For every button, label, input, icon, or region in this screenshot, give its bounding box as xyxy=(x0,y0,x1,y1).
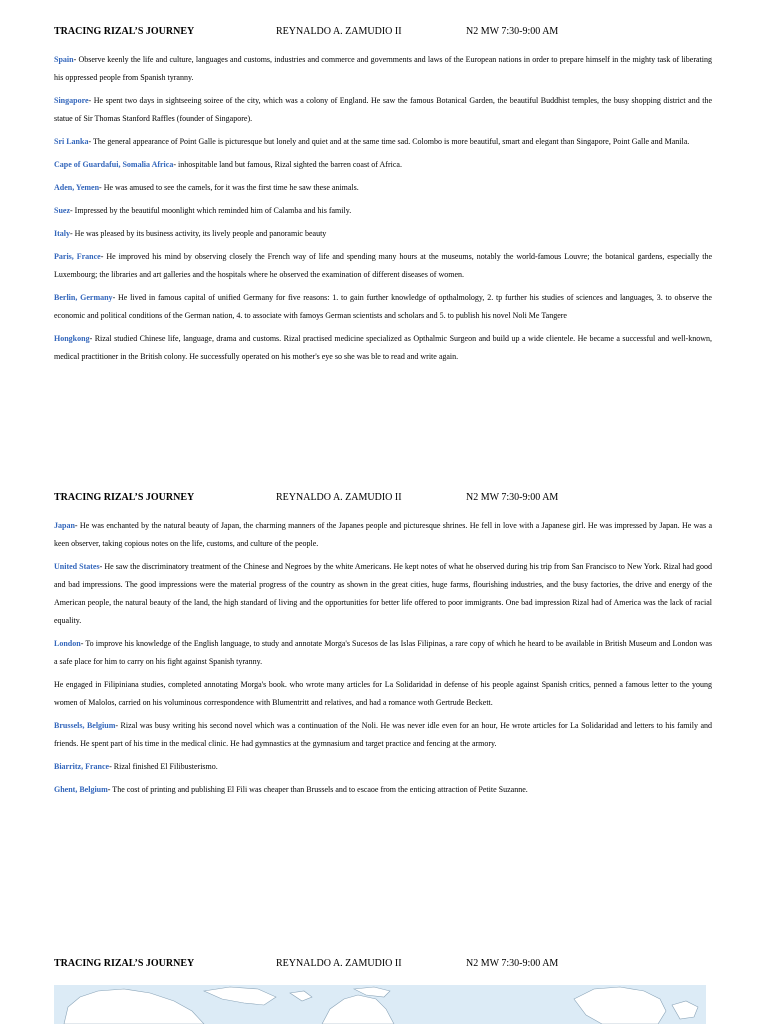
author-name: REYNALDO A. ZAMUDIO II xyxy=(276,26,402,37)
page-3 xyxy=(54,957,712,971)
journey-entry xyxy=(54,179,712,197)
place-name: Italy xyxy=(54,229,70,238)
landmass-shape xyxy=(672,1001,698,1019)
class-schedule: N2 MW 7:30-9:00 AM xyxy=(466,958,559,969)
entry-description: He engaged in Filipiniana studies, completed annotating Morga's book. who wrote many articles for La Solidaridad in defense of his people against Spanish critics, penned a famous letter to the young women of Malolos, carried on his voluminous correspondence with Blumentritt and relatives, and had a romance woth Gertrude Beckett. xyxy=(54,680,712,707)
place-name: Suez xyxy=(54,206,70,215)
place-name: London xyxy=(54,639,81,648)
entry-description: - He saw the discriminatory treatment of the Chinese and Negroes by the white Americans. He kept notes of what he observed during his trip from San Francisco to New York. Rizal had good and bad impressions. The good impressions were the material progress of the country as shown in the great cities, huge farms, flourishing industries, and the busy factories, the drive and energy of the American people, the natural beauty of the land, the high standard of living and the opportunities for better life offered to poor immigrants. One bad impression Rizal had of America was the lack of racial equality. xyxy=(54,562,713,625)
page-header xyxy=(54,25,712,39)
journey-entry xyxy=(54,558,712,630)
entry-description: - The general appearance of Point Galle is picturesque but lonely and quiet and at the same time sad. Colombo is more beautiful, smart and elegant than Singapore, Point Galle and Manila. xyxy=(88,137,690,146)
journey-entry xyxy=(54,330,712,366)
place-name: Spain xyxy=(54,55,74,64)
landmass-shape xyxy=(574,987,666,1024)
place-name: Biarritz, France xyxy=(54,762,110,771)
place-name: Singapore xyxy=(54,96,89,105)
author-name: REYNALDO A. ZAMUDIO II xyxy=(276,492,402,503)
world-map-graphic xyxy=(54,985,706,1024)
entry-description: - To improve his knowledge of the English language, to study and annotate Morga's Sucesos de las Islas Filipinas, a rare copy of which he heard to be available in British Museum and London was a safe place for him to carry on his fight against Spanish tyranny. xyxy=(54,639,712,666)
page-1 xyxy=(54,25,712,371)
world-map-image xyxy=(54,985,706,1024)
class-schedule: N2 MW 7:30-9:00 AM xyxy=(466,26,559,37)
page-header xyxy=(54,491,712,505)
journey-entry xyxy=(54,289,712,325)
page-header xyxy=(54,957,712,971)
journey-entry xyxy=(54,781,712,799)
journey-entry xyxy=(54,225,712,243)
author-name: REYNALDO A. ZAMUDIO II xyxy=(276,958,402,969)
place-name: Paris, France xyxy=(54,252,101,261)
place-name: Cape of Guardafui, Somalia Africa xyxy=(54,160,174,169)
place-name: Japan xyxy=(54,521,75,530)
place-name: Aden, Yemen xyxy=(54,183,100,192)
entry-description: - The cost of printing and publishing El Fili was cheaper than Brussels and to escaoe from the enticing attraction of Petite Suzanne. xyxy=(107,785,528,794)
entry-description: - Observe keenly the life and culture, languages and customs, industries and commerce and governments and laws of the European nations in order to prepare himself in the mighty task of liberating his oppressed people from Spanish tyranny. xyxy=(54,55,712,82)
place-name: Hongkong xyxy=(54,334,90,343)
landmass-shape xyxy=(322,995,394,1024)
place-name: United States xyxy=(54,562,100,571)
journey-entry xyxy=(54,51,712,87)
journey-entries xyxy=(54,517,712,799)
landmass-shape xyxy=(64,989,204,1024)
journey-entry xyxy=(54,202,712,220)
place-name: Berlin, Germany xyxy=(54,293,113,302)
document-title: TRACING RIZAL’S JOURNEY xyxy=(54,958,195,969)
document-title: TRACING RIZAL’S JOURNEY xyxy=(54,492,195,503)
entry-description: - He was amused to see the camels, for it was the first time he saw these animals. xyxy=(99,183,359,192)
place-name: Brussels, Belgium xyxy=(54,721,116,730)
journey-entry xyxy=(54,133,712,151)
entry-description: - He was pleased by its business activity, its lively people and panoramic beauty xyxy=(70,229,327,238)
landmass-shape xyxy=(204,987,276,1005)
entry-description: - Rizal studied Chinese life, language, drama and customs. Rizal practised medicine specialized as Opthalmic Surgeon and build up a wide clientele. He became a successful and well-known, medical practitioner in the British colony. He successfully operated on his mother's eye so she was ble to read and write again. xyxy=(54,334,712,361)
entry-description: - Rizal finished El Filibusterismo. xyxy=(109,762,218,771)
document-title: TRACING RIZAL’S JOURNEY xyxy=(54,26,195,37)
journey-entry xyxy=(54,156,712,174)
journey-entry xyxy=(54,676,712,712)
entry-description: - He was enchanted by the natural beauty of Japan, the charming manners of the Japanes people and picturesque shrines. He fell in love with a Japanese girl. He was impressed by Japan. He was a keen observer, taking copious notes on the life, customs, and culture of the people. xyxy=(54,521,712,548)
page-2 xyxy=(54,491,712,804)
journey-entry xyxy=(54,92,712,128)
journey-entry xyxy=(54,517,712,553)
entry-description: - Rizal was busy writing his second novel which was a continuation of the Noli. He was never idle even for an hour, He wrote articles for La Solidaridad and letters to his family and friends. He spent part of his time in the medical clinic. He had gymnastics at the gymnasium and target practice and fencing at the armory. xyxy=(54,721,712,748)
map-land xyxy=(64,987,698,1024)
journey-entry xyxy=(54,635,712,671)
entry-description: - He lived in famous capital of unified Germany for five reasons: 1. to gain further knowledge of opthalmology, 2. tp further his studies of sciences and languages, 3. to observe the economic and political conditions of the German nation, 4. to associate with famoys German scientists and scholars and 5. to publish his novel Noli Me Tangere xyxy=(54,293,712,320)
entry-description: - He improved his mind by observing closely the French way of life and spending many hours at the museums, notably the world-famous Louvre; the botanical gardens, especially the Luxembourg; the libraries and art galleries and the hospitals where he observed the examination of different diseases of women. xyxy=(54,252,713,279)
class-schedule: N2 MW 7:30-9:00 AM xyxy=(466,492,559,503)
place-name: Ghent, Belgium xyxy=(54,785,108,794)
journey-entry xyxy=(54,717,712,753)
entry-description: - inhospitable land but famous, Rizal sighted the barren coast of Africa. xyxy=(173,160,402,169)
place-name: Sri Lanka xyxy=(54,137,89,146)
journey-entries xyxy=(54,51,712,366)
entry-description: - Impressed by the beautiful moonlight which reminded him of Calamba and his family. xyxy=(70,206,352,215)
entry-description: - He spent two days in sightseeing soiree of the city, which was a colony of England. He saw the famous Botanical Garden, the beautiful Buddhist temples, the busy shopping district and the statue of Sir Thomas Stanford Raffles (founder of Singapore). xyxy=(54,96,712,123)
landmass-shape xyxy=(290,991,312,1001)
journey-entry xyxy=(54,248,712,284)
journey-entry xyxy=(54,758,712,776)
